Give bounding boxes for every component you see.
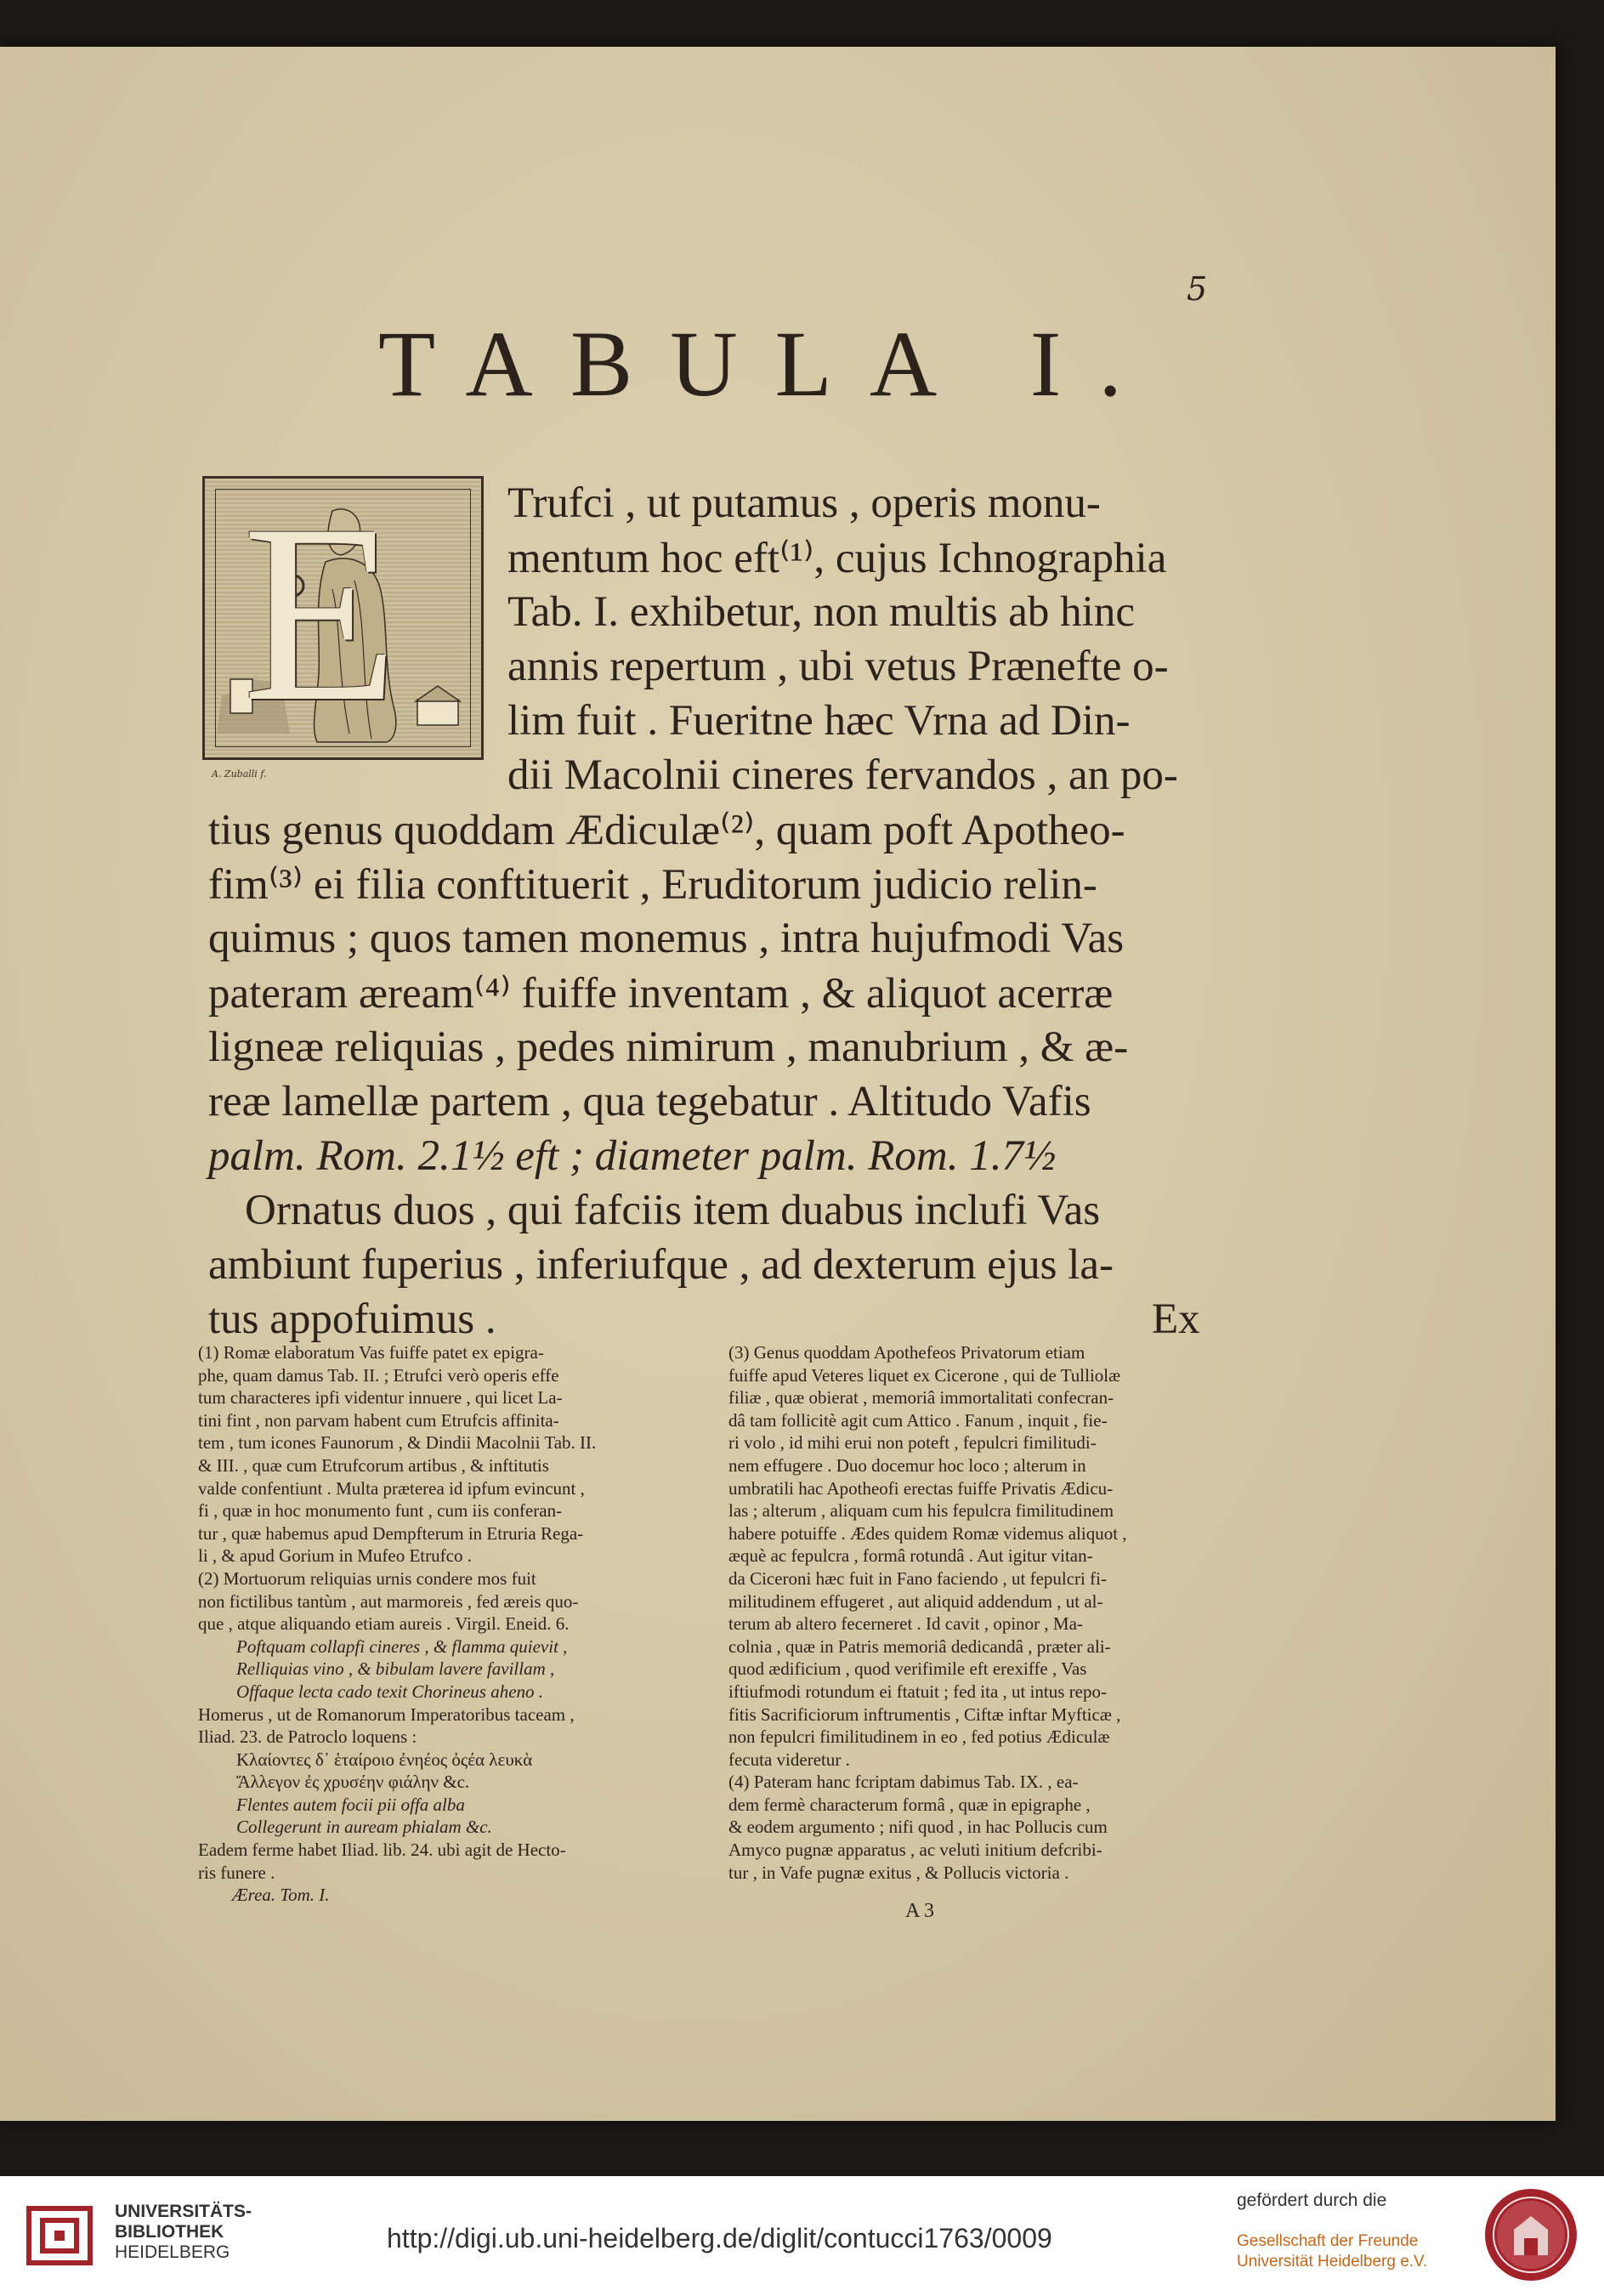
text-line: palm. Rom. 2.1½ eft ; diameter palm. Rom. 1.7½ <box>208 1132 1057 1180</box>
source-url-link[interactable]: http://digi.ub.uni-heidelberg.de/diglit/contucci1763/0009 <box>387 2223 1052 2253</box>
footnote-line: phe, quam damus Tab. II. ; Etrufci verò operis effe <box>198 1364 559 1386</box>
footnote-greek: Ἄλλεγον ἐς χρυσέην φιάλην &c. <box>236 1772 470 1793</box>
footnote-line: umbratili hac Apotheofi erectas fuiffe Privatis Ædicu- <box>728 1477 1114 1499</box>
footnote-line: li , & apud Gorium in Mufeo Etrufco . <box>198 1545 472 1567</box>
text-line: quimus ; quos tamen monemus , intra hujufmodi Vas <box>208 915 1125 962</box>
text-line: ligneæ reliquias , pedes nimirum , manubrium , & æ- <box>208 1023 1129 1071</box>
society-line: Gesellschaft der Freunde <box>1237 2232 1419 2250</box>
footnote-verse: Poftquam collapfi cineres , & flamma quievit , <box>236 1636 568 1657</box>
engraver-signature: A. Zuballi f. <box>212 768 267 780</box>
footnote-line: (2) Mortuorum reliquias urnis condere mos fuit <box>198 1568 536 1589</box>
footnote-line: da Ciceroni hæc fuit in Fano faciendo , ut fepulcri fi- <box>728 1568 1107 1589</box>
footnote-line: (1) Romæ elaboratum Vas fuiffe patet ex epigra- <box>198 1342 544 1363</box>
initial-letter: E <box>242 472 399 754</box>
footnotes-left <box>198 1341 596 1907</box>
footnote-line: fi , quæ in hoc monumento funt , cum iis conferan- <box>198 1500 563 1522</box>
footnote-line: dem fermè characterum formâ , quæ in epigraphe , <box>728 1794 1091 1815</box>
university-library-logo-icon <box>20 2202 102 2270</box>
footnote-line: iftiufmodi rotundum ei ftatuit ; fed ita , ut intus repo- <box>728 1681 1107 1702</box>
footnote-line: filiæ , quæ obierat , memoriâ immortalitati confecran- <box>728 1387 1114 1409</box>
footnote-line: quod ædificium , quod verifimile eft erexiffe , Vas <box>728 1658 1087 1680</box>
footnote-line: ris funere . <box>198 1862 275 1883</box>
library-line: HEIDELBERG <box>115 2242 230 2262</box>
footnote-line: terum ab altero fecerneret . Id cavit , opinor , Ma- <box>728 1613 1083 1635</box>
footnote-verse: Relliquias vino , & bibulam lavere favillam , <box>236 1658 555 1680</box>
society-name <box>1237 2231 1427 2272</box>
footnote-line: habere potuiffe . Ædes quidem Romæ videmus aliquot , <box>728 1522 1127 1544</box>
library-name <box>115 2202 252 2263</box>
footnote-line: fecuta videretur . <box>728 1749 850 1770</box>
decorated-initial <box>202 472 484 780</box>
text-line: Trufci , ut putamus , operis monu- <box>507 479 1101 527</box>
footnote-line: Eadem ferme habet Iliad. lib. 24. ubi agit de Hecto- <box>198 1840 566 1861</box>
text-line: fim⁽³⁾ ei filia conftituerit , Eruditorum judicio relin- <box>208 861 1097 909</box>
text-line: ambiunt fuperius , inferiufque , ad dexterum ejus la- <box>208 1241 1114 1289</box>
footnote-line: & III. , quæ cum Etrufcorum artibus , & inftitutis <box>198 1454 549 1476</box>
text-line: tus appofuimus . <box>208 1295 496 1343</box>
footnote-line: non fictilibus tantùm , aut marmoreis , fed æreis quo- <box>198 1590 579 1612</box>
footnote-verse: Offaque lecta cado texit Chorineus aheno . <box>236 1681 544 1702</box>
funded-by-text: gefördert durch die <box>1237 2191 1387 2210</box>
catchword: Ex <box>1152 1295 1200 1343</box>
footnote-line: tem , tum icones Faunorum , & Dindii Macolnii Tab. II. <box>198 1432 597 1454</box>
footnote-line: tini fint , non parvam habent cum Etrufcis affinita- <box>198 1409 559 1431</box>
footnote-line: fuiffe apud Veteres liquet ex Cicerone , qui de Tulliolæ <box>728 1364 1121 1386</box>
text-line: tius genus quoddam Ædiculæ⁽²⁾, quam poft Apotheo- <box>208 807 1125 854</box>
university-seal-icon <box>1483 2187 1578 2282</box>
footnote-line: (3) Genus quoddam Apothefeos Privatorum etiam <box>728 1342 1085 1363</box>
text-line: lim fuit . Fueritne hæc Vrna ad Din- <box>507 697 1131 745</box>
text-line: mentum hoc eft⁽¹⁾, cujus Ichnographia <box>507 535 1167 582</box>
footnote-line: ri volo , id mihi erui non poteft , fepulcri fimilitudi- <box>728 1432 1097 1454</box>
footnote-verse: Flentes autem focii pii offa alba <box>236 1794 465 1815</box>
footnote-greek: Κλαίοντες δ᾽ ἑταίροιο ἐνηέος ὀςέα λευκὰ <box>236 1749 533 1770</box>
society-line: Universität Heidelberg e.V. <box>1237 2253 1428 2270</box>
text-line: dii Macolnii cineres fervandos , an po- <box>507 751 1178 799</box>
text-line: Ornatus duos , qui fafciis item duabus inclufi Vas <box>245 1187 1101 1234</box>
footnote-line: Homerus , ut de Romanorum Imperatoribus taceam , <box>198 1704 575 1725</box>
footnote-line: que , atque aliquando etiam aureis . Virgil. Eneid. 6. <box>198 1613 570 1635</box>
footnote-line: æquè ac fepulcra , formâ rotundâ . Aut igitur vitan- <box>728 1545 1093 1567</box>
footnote-line: Iliad. 23. de Patroclo loquens : <box>198 1726 417 1748</box>
text-line: annis repertum , ubi vetus Prænefte o- <box>507 643 1169 690</box>
footnote-line: tum characteres ipfi videntur innuere , qui licet La- <box>198 1387 563 1409</box>
footnote-line: valde confentiunt . Multa præterea id ipfum evincunt , <box>198 1477 585 1499</box>
footnotes-right <box>728 1341 1127 1884</box>
text-line: Tab. I. exhibetur, non multis ab hinc <box>507 588 1135 636</box>
text-line: pateram æream⁽⁴⁾ fuiffe inventam , & aliquot acerræ <box>208 970 1114 1018</box>
footnote-line: Amyco pugnæ apparatus , ac veluti initium defcribi- <box>728 1840 1102 1861</box>
signature-mark: A 3 <box>905 1900 935 1922</box>
footnote-line: (4) Pateram hanc fcriptam dabimus Tab. IX. , ea- <box>728 1772 1079 1793</box>
page-number: 5 <box>1187 270 1208 308</box>
footnote-line: tur , quæ habemus apud Dempfterum in Etruria Rega- <box>198 1522 584 1544</box>
footnote-line: tur , in Vafe pugnæ exitus , & Pollucis victoria . <box>728 1862 1069 1883</box>
library-line: BIBLIOTHEK <box>115 2222 224 2242</box>
footnote-line: & eodem argumento ; nifi quod , in hac Pollucis cum <box>728 1817 1108 1838</box>
footnote-line: militudinem effugeret , aut aliquid addendum , ut al- <box>728 1590 1103 1612</box>
library-line: UNIVERSITÄTS- <box>115 2202 252 2221</box>
footnote-line: non fepulcri fimilitudinem in eo , fed potius Ædiculæ <box>728 1726 1110 1748</box>
footnote-line: fitis Sacrificiorum inftrumentis , Ciftæ inftar Myfticæ , <box>728 1704 1121 1725</box>
footnote-line: las ; alterum , aliquam cum his fepulcra fimilitudinem <box>728 1500 1114 1522</box>
footnote-line: nem effugere . Duo docemur hoc loco ; alterum in <box>728 1454 1086 1476</box>
footnote-verse: Collegerunt in auream phialam &c. <box>236 1817 492 1838</box>
footnote-line: dâ tam follicitè agit cum Attico . Fanum , inquit , fie- <box>728 1409 1108 1431</box>
signature-title: Ærea. Tom. I. <box>232 1885 330 1906</box>
footnote-line: colnia , quæ in Patris memoriâ dedicandâ , præter ali- <box>728 1636 1111 1657</box>
page-title: TABULA I. <box>378 312 1159 416</box>
text-line: reæ lamellæ partem , qua tegebatur . Altitudo Vafis <box>208 1078 1091 1125</box>
